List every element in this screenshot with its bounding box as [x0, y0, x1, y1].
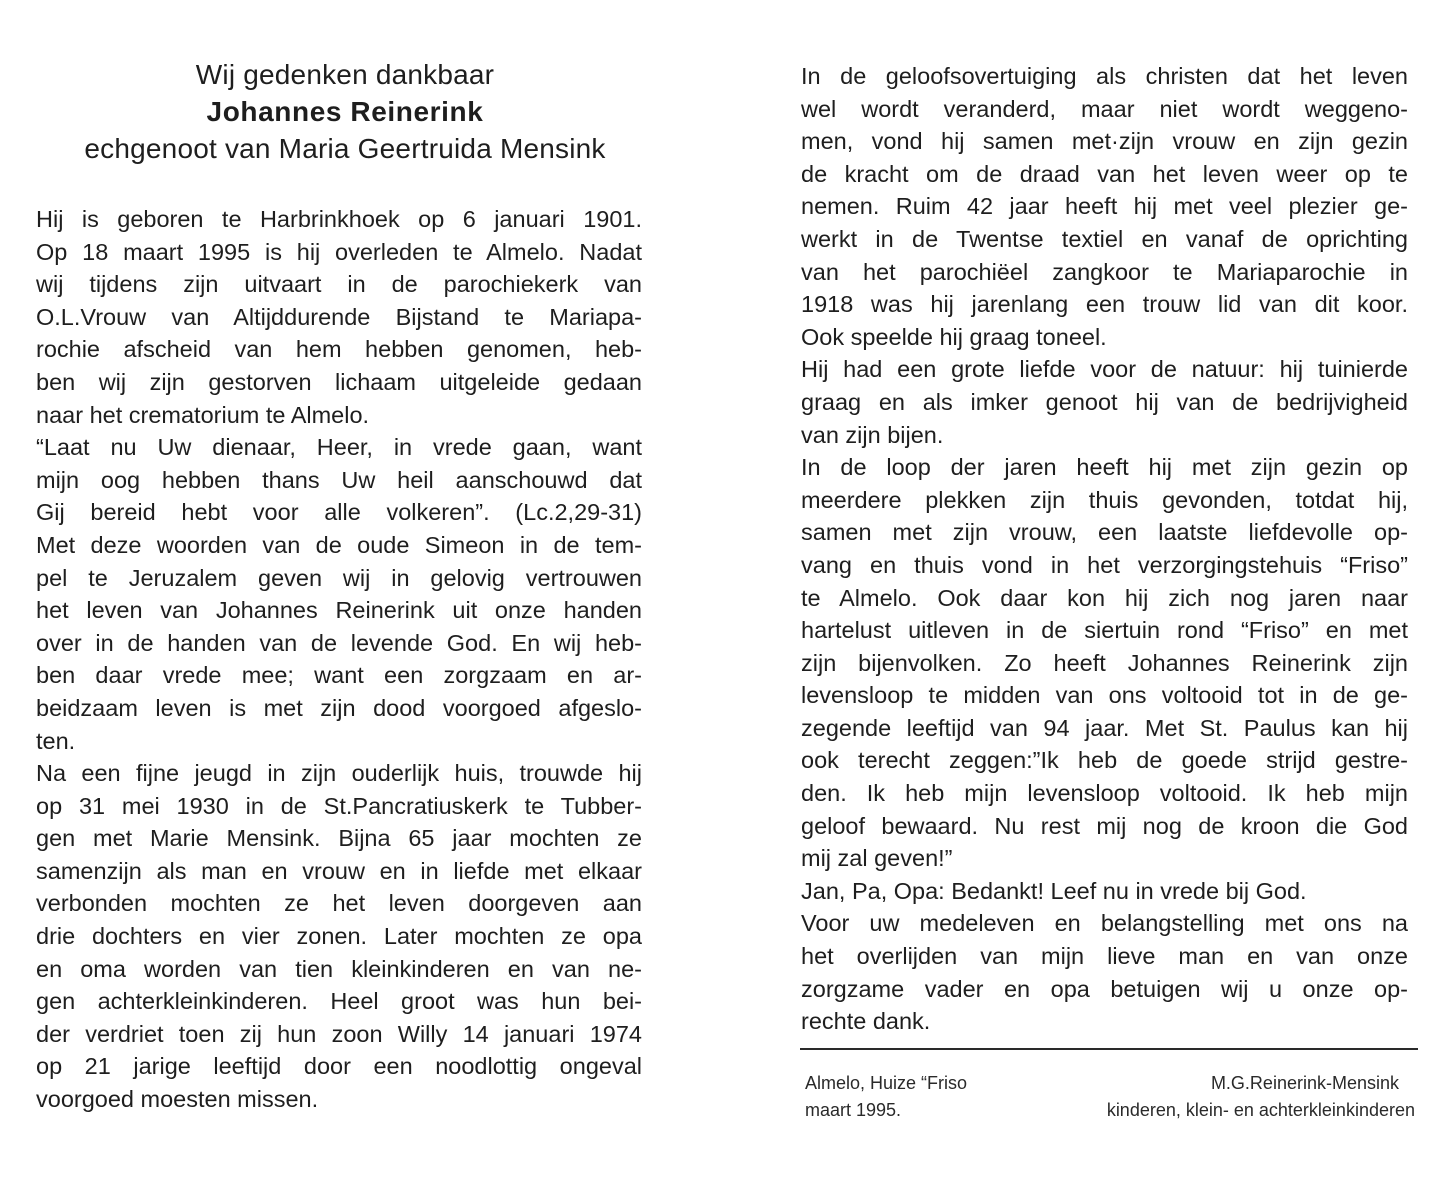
text-line: mijn oog hebben thans Uw heil aanschouwd dat [36, 466, 642, 493]
right-column-text [801, 60, 1408, 1038]
text-line: ben wij zijn gestorven lichaam uitgeleide gedaan [36, 368, 642, 395]
text-line: zorgzame vader en opa betuigen wij u onze op- [801, 975, 1408, 1002]
text-line: drie dochters en vier zonen. Later mochten ze opa [36, 923, 642, 950]
text-line: en oma worden van tien kleinkinderen en van ne- [36, 955, 642, 982]
text-line: pel te Jeruzalem geven wij in gelovig vertrouwen [36, 564, 642, 591]
text-line: Ook speelde hij graag toneel. [801, 323, 1107, 350]
card-header [30, 56, 660, 167]
text-line: 1918 was hij jarenlang een trouw lid van dit koor. [801, 291, 1408, 318]
text-line: op 21 jarige leeftijd door een noodlottig ongeval [36, 1053, 642, 1080]
text-line: Hij is geboren te Harbrinkhoek op 6 januari 1901. [36, 206, 642, 232]
text-line: wij tijdens zijn uitvaart in de parochiekerk van [36, 271, 642, 298]
text-line: hartelust uitleven in de siertuin rond “Friso” en met [801, 617, 1408, 644]
text-line: levensloop te midden van ons voltooid tot in de ge- [801, 682, 1408, 709]
text-line: ook terecht zeggen:”Ik heb de goede strijd gestre- [801, 747, 1408, 774]
footer-row-2 [805, 1097, 1415, 1124]
text-line: nemen. Ruim 42 jaar heeft hij met veel plezier ge- [801, 193, 1408, 220]
deceased-name: Johannes Reinerink [206, 96, 484, 127]
text-line: beidzaam leven is met zijn dood voorgoed afgeslo- [36, 694, 642, 721]
left-column-text [36, 203, 642, 1116]
text-line: zijn bijenvolken. Zo heeft Johannes Reinerink zijn [801, 649, 1408, 676]
text-line: Op 18 maart 1995 is hij overleden te Almelo. Nadat [36, 238, 642, 265]
text-line: Met deze woorden van de oude Simeon in de tem- [36, 531, 642, 558]
text-line: het overlijden van mijn lieve man en van onze [801, 943, 1408, 970]
spouse-line: echgenoot van Maria Geertruida Mensink [84, 133, 606, 164]
text-line: “Laat nu Uw dienaar, Heer, in vrede gaan, want [36, 434, 642, 461]
text-line: gen met Marie Mensink. Bijna 65 jaar mochten ze [36, 825, 642, 852]
text-line: den. Ik heb mijn levensloop voltooid. Ik heb mijn [801, 780, 1408, 807]
footer-family: kinderen, klein- en achterkleinkinderen [1106, 1100, 1415, 1120]
text-line: In de geloofsovertuiging als christen dat het leven [801, 63, 1408, 89]
text-line: gen achterkleinkinderen. Heel groot was hun bei- [36, 988, 642, 1015]
text-line: vang en thuis vond in het verzorgingstehuis “Friso” [801, 551, 1408, 578]
text-line: geloof bewaard. Nu rest mij nog de kroon die God [801, 812, 1408, 839]
text-line: Gij bereid hebt voor alle volkeren”. (Lc.2,29-31) [36, 499, 642, 526]
text-line: graag en als imker genoot hij van de bedrijvigheid [801, 388, 1408, 415]
footer-place: Almelo, Huize “Friso [805, 1073, 968, 1093]
text-line: samen met zijn vrouw, een laatste liefdevolle op- [801, 519, 1408, 546]
footer-date: maart 1995. [805, 1100, 902, 1120]
text-line: samenzijn als man en vrouw en in liefde met elkaar [36, 857, 642, 884]
text-line: de kracht om de draad van het leven weer op te [801, 160, 1408, 187]
text-line: werkt in de Twentse textiel en vanaf de oprichting [801, 225, 1408, 252]
text-line: van het parochiëel zangkoor te Mariaparochie in [801, 258, 1408, 285]
text-line: voorgoed moesten missen. [36, 1086, 319, 1113]
text-line: verbonden mochten ze het leven doorgeven aan [36, 890, 642, 917]
text-line: wel wordt veranderd, maar niet wordt weggeno- [801, 95, 1408, 122]
text-line: In de loop der jaren heeft hij met zijn gezin op [801, 454, 1408, 481]
text-line: mij zal geven!” [801, 845, 953, 872]
text-line: rechte dank. [801, 1008, 931, 1035]
footer-divider [800, 1048, 1418, 1050]
text-line: naar het crematorium te Almelo. [36, 401, 370, 428]
card-footer [805, 1070, 1415, 1124]
text-line: zegende leeftijd van 94 jaar. Met St. Paulus kan hij [801, 714, 1408, 741]
text-line: Hij had een grote liefde voor de natuur: hij tuinierde [801, 356, 1408, 383]
text-line: te Almelo. Ook daar kon hij zich nog jaren naar [801, 584, 1408, 611]
text-line: meerdere plekken zijn thuis gevonden, totdat hij, [801, 486, 1408, 513]
text-line: van zijn bijen. [801, 421, 944, 448]
footer-row-1 [805, 1070, 1415, 1097]
text-line: ten. [36, 727, 76, 754]
text-line: Na een fijne jeugd in zijn ouderlijk huis, trouwde hij [36, 760, 642, 787]
text-line: der verdriet toen zij hun zoon Willy 14 januari 1974 [36, 1020, 642, 1047]
text-line: ben daar vrede mee; want een zorgzaam en ar- [36, 662, 642, 689]
footer-signer: M.G.Reinerink-Mensink [1210, 1073, 1399, 1093]
header-intro: Wij gedenken dankbaar [195, 59, 495, 90]
text-line: op 31 mei 1930 in de St.Pancratiuskerk te Tubber- [36, 792, 642, 819]
text-line: rochie afscheid van hem hebben genomen, heb- [36, 336, 642, 363]
text-line: Jan, Pa, Opa: Bedankt! Leef nu in vrede bij God. [801, 877, 1307, 904]
text-line: het leven van Johannes Reinerink uit onze handen [36, 597, 642, 624]
text-line: Voor uw medeleven en belangstelling met ons na [801, 910, 1408, 937]
text-line: over in de handen van de levende God. En wij heb- [36, 629, 642, 656]
text-line: men, vond hij samen met·zijn vrouw en zijn gezin [801, 128, 1408, 155]
text-line: O.L.Vrouw van Altijddurende Bijstand te Mariapa- [36, 303, 642, 330]
